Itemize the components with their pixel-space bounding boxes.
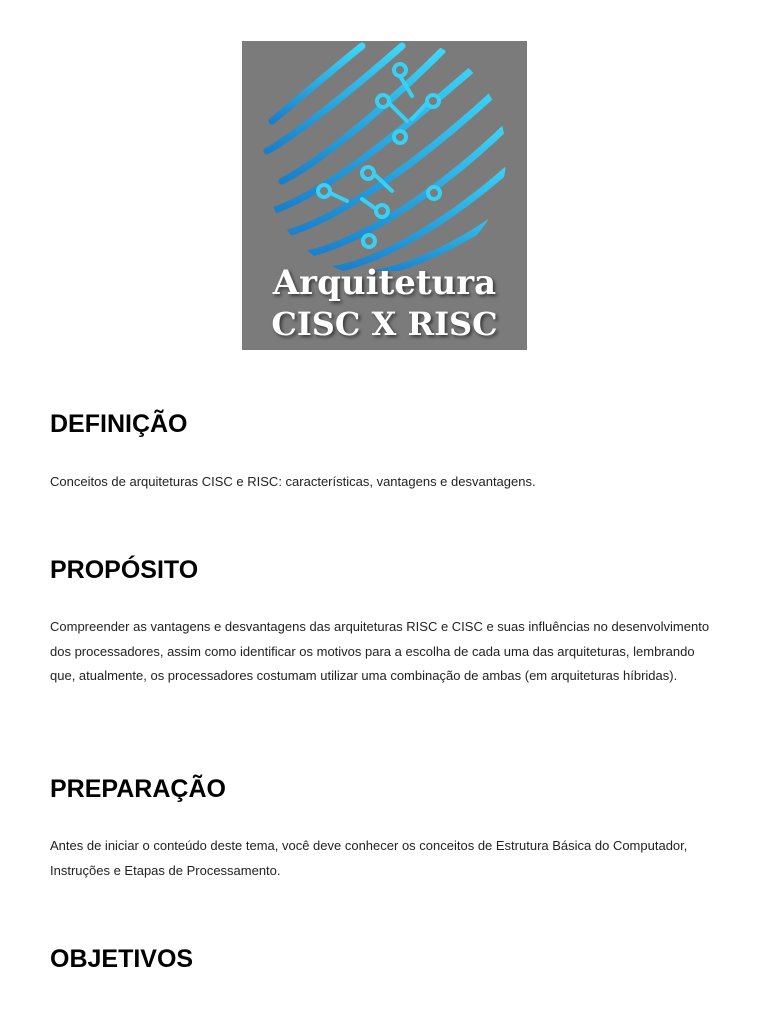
cover-title-line1: Arquitetura	[272, 263, 497, 303]
paragraph-preparacao: Antes de iniciar o conteúdo deste tema, você deve conhecer os conceitos de Estrutura Básica do Computador, Instruções e Etapas de Processamento.	[50, 838, 688, 878]
cover-title-line2: CISC X RISC	[271, 305, 498, 343]
cover-image	[242, 41, 527, 350]
heading-definicao: DEFINIÇÃO	[50, 410, 188, 438]
heading-objetivos: OBJETIVOS	[50, 945, 194, 973]
heading-preparacao: PREPARAÇÃO	[50, 775, 226, 803]
heading-proposito: PROPÓSITO	[50, 556, 199, 584]
circuit-globe-icon	[242, 41, 527, 271]
paragraph-definicao: Conceitos de arquiteturas CISC e RISC: características, vantagens e desvantagens.	[50, 474, 536, 489]
paragraph-proposito: Compreender as vantagens e desvantagens das arquiteturas RISC e CISC e suas influências no desenvolvimento dos processadores, assim como identificar os motivos para a escolha de cada uma das arquiteturas, lembrando que, atualmente, os processadores costumam utilizar uma combinação de ambas (em arquiteturas híbridas).	[50, 619, 710, 683]
